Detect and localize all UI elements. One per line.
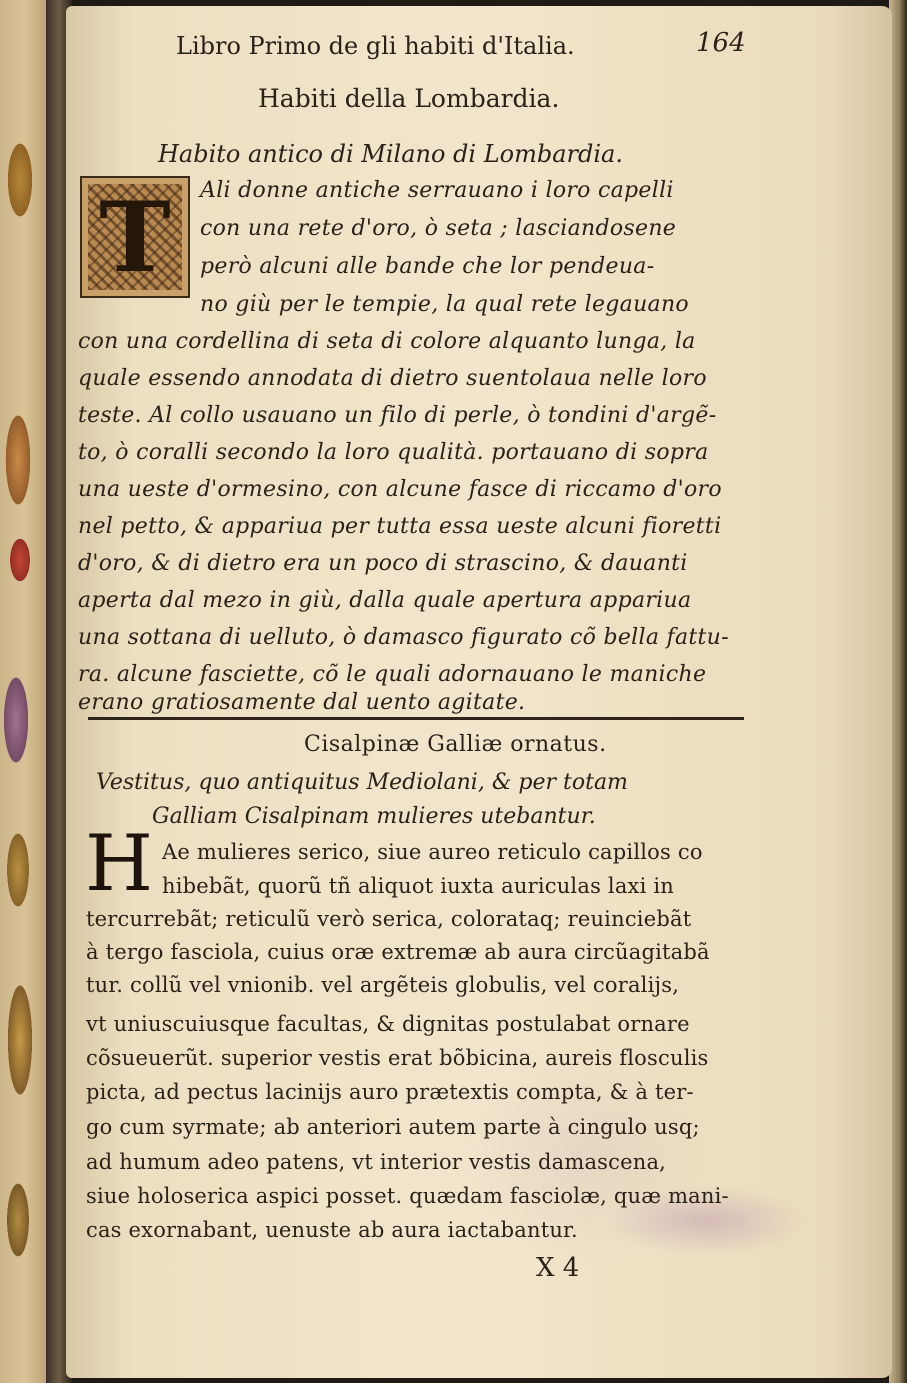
italian-line: con una cordellina di seta di colore alquanto lunga, la (78, 329, 696, 354)
italian-title: Habito antico di Milano di Lombardia. (158, 140, 623, 168)
latin-line: Ae mulieres serico, siue aureo reticulo capillos co (162, 840, 703, 864)
italian-line: Ali donne antiche serrauano i loro capelli (200, 178, 674, 203)
italian-line: aperta dal mezo in giù, dalla quale apertura appariua (78, 588, 692, 613)
section-rule (88, 717, 744, 720)
italian-line: ra. alcune fasciette, cõ le quali adornauano le maniche (78, 662, 707, 687)
italian-line: quale essendo annodata di dietro suentolaua nelle loro (78, 366, 707, 391)
italian-line: però alcuni alle bande che lor pendeua- (200, 254, 655, 279)
latin-line: ad humum adeo patens, vt interior vestis damascena, (86, 1150, 667, 1174)
running-head: Libro Primo de gli habiti d'Italia. (176, 32, 575, 60)
section-title: Habiti della Lombardia. (258, 84, 560, 113)
latin-line: cas exornabant, uenuste ab aura iactabantur. (86, 1218, 578, 1242)
page (66, 6, 892, 1378)
folio-number: 164 (696, 28, 746, 58)
latin-line: à tergo fasciola, cuius oræ extremæ ab aura circũagitabã (86, 940, 710, 964)
latin-line: go cum syrmate; ab anteriori autem parte à cingulo usq; (86, 1115, 700, 1139)
latin-line: cõsueuerũt. superior vestis erat bõbicina, aureis flosculis (86, 1046, 709, 1070)
latin-subheading-line: Vestitus, quo antiquitus Mediolani, & per totam (96, 770, 628, 795)
latin-line: tercurrebãt; reticulũ verò serica, colorataq; reuinciebãt (86, 907, 692, 931)
italian-line: to, ò coralli secondo la loro qualità. portauano di sopra (78, 440, 709, 465)
italian-line: nel petto, & appariua per tutta essa ueste alcuni fioretti (78, 514, 722, 539)
signature-mark: X 4 (536, 1253, 580, 1283)
decorated-initial (80, 176, 190, 298)
italian-line: con una rete d'oro, ò seta ; lasciandosene (200, 216, 677, 241)
latin-line: hibebãt, quorũ tñ aliquot iuxta auriculas laxi in (162, 874, 675, 898)
initial-letter-h: H (84, 819, 154, 909)
latin-heading: Cisalpinæ Galliæ ornatus. (304, 732, 607, 757)
italian-line: erano gratiosamente dal uento agitate. (78, 690, 526, 715)
latin-subheading-line: Galliam Cisalpinam mulieres utebantur. (152, 804, 596, 829)
italian-line: teste. Al collo usauano un filo di perle, ò tondini d'argẽ- (78, 403, 717, 428)
woodcut-illustration-fragment (0, 40, 46, 1320)
italian-line: una sottana di uelluto, ò damasco figurato cõ bella fattu- (78, 625, 729, 650)
latin-line: tur. collũ vel vnionib. vel argẽteis globulis, vel coralijs, (86, 973, 680, 997)
italian-line: no giù per le tempie, la qual rete legauano (200, 292, 689, 317)
italian-line: d'oro, & di dietro era un poco di strascino, & dauanti (78, 551, 688, 576)
latin-line: picta, ad pectus lacinijs auro prætextis compta, & à ter- (86, 1080, 694, 1104)
italian-line: una ueste d'ormesino, con alcune fasce di riccamo d'oro (78, 477, 722, 502)
latin-line: siue holoserica aspici posset. quædam fasciolæ, quæ mani- (86, 1184, 729, 1208)
initial-letter-t: T (99, 180, 171, 294)
latin-line: vt uniuscuiusque facultas, & dignitas postulabat ornare (86, 1012, 690, 1036)
